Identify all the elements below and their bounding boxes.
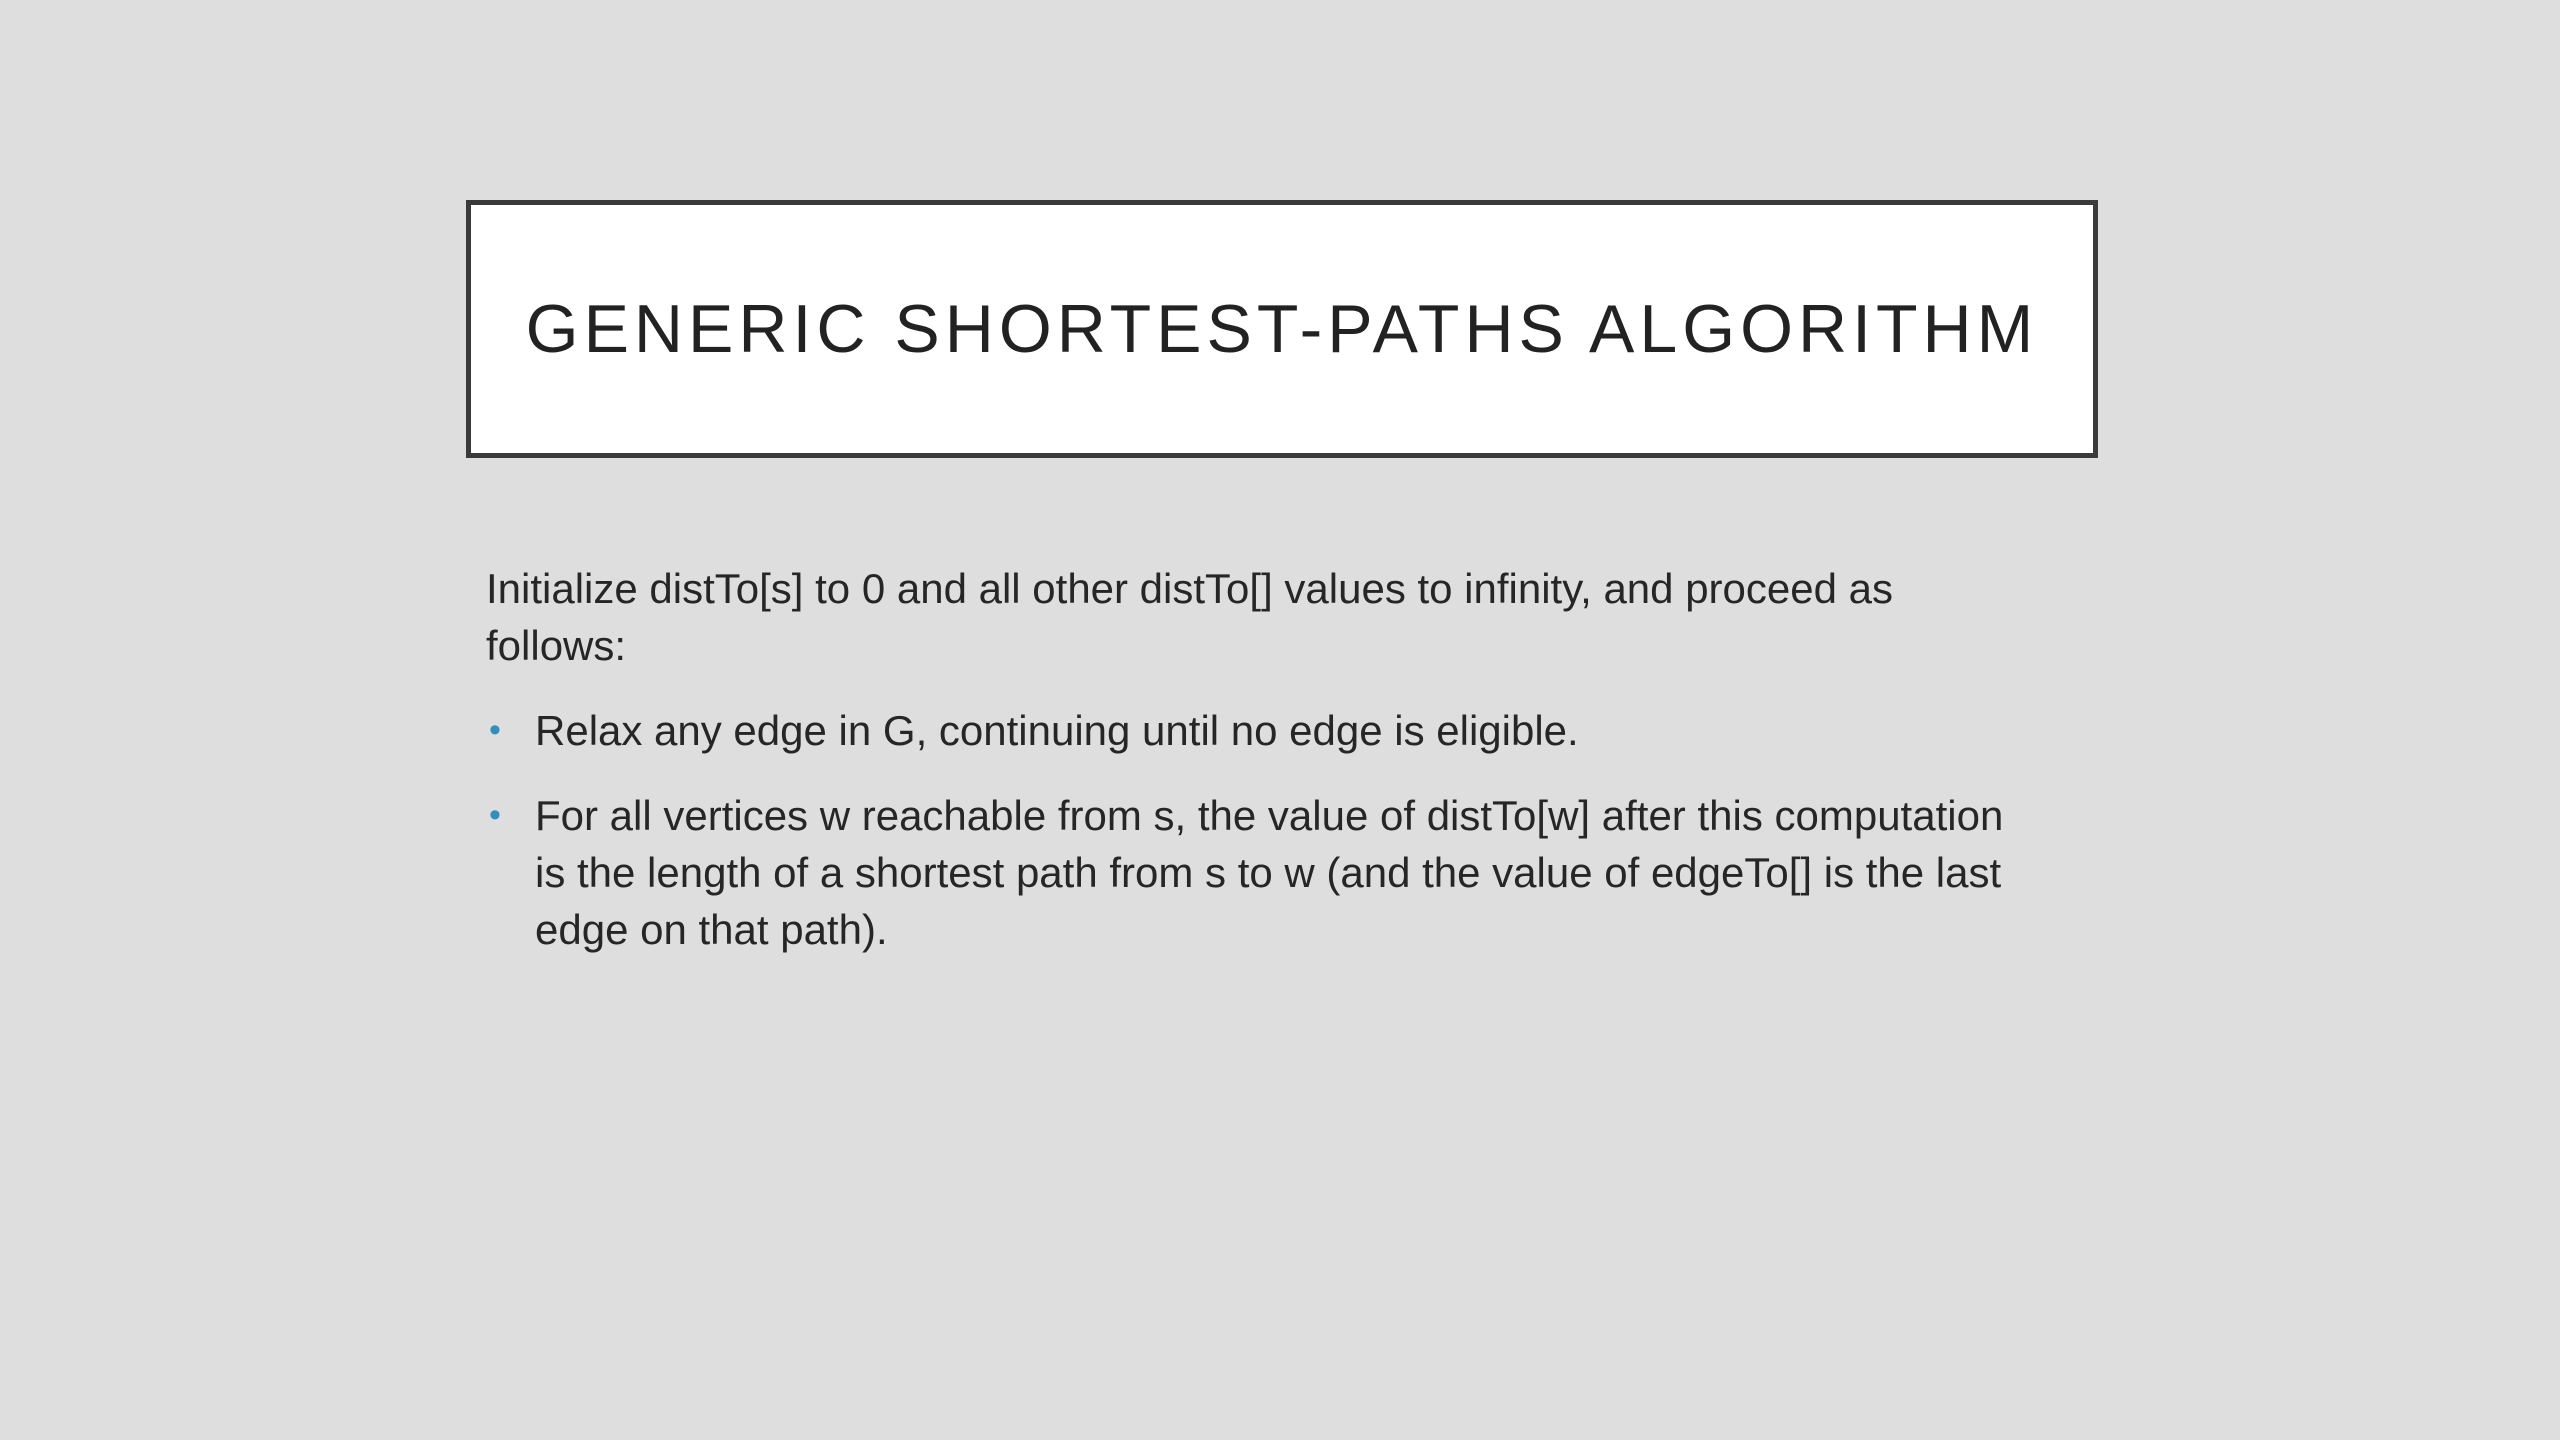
bullet-item — [486, 787, 2026, 958]
bullet-text: Relax any edge in G, continuing until no edge is eligible. — [535, 707, 1579, 754]
slide-title: GENERIC SHORTEST-PATHS ALGORITHM — [525, 291, 2039, 367]
bullet-dot-icon: • — [489, 711, 501, 749]
bullet-item — [486, 702, 2026, 759]
title-box — [466, 200, 2098, 458]
bullet-list — [486, 702, 2026, 958]
bullet-text: For all vertices w reachable from s, the value of distTo[w] after this computation is the length of a shortest path from s to w (and the value of edgeTo[] is the last edge on that path). — [535, 792, 2004, 953]
intro-paragraph: Initialize distTo[s] to 0 and all other distTo[] values to infinity, and proceed as follows: — [486, 565, 1893, 669]
bullet-dot-icon: • — [489, 796, 501, 834]
slide-body — [486, 560, 2026, 986]
